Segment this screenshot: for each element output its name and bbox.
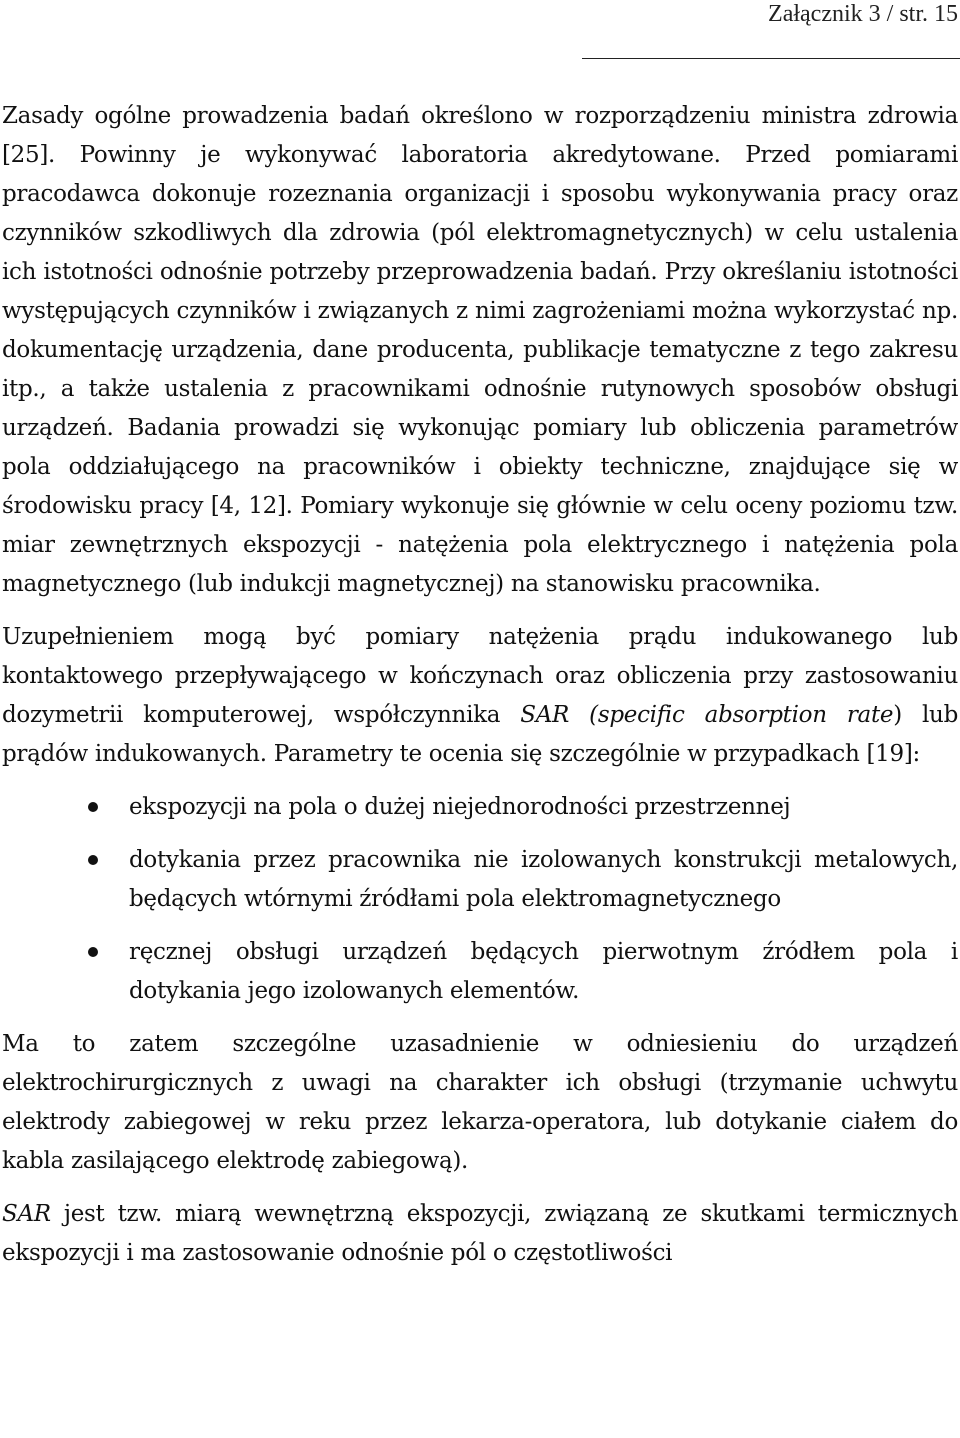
sar-term-2: SAR (2, 1201, 51, 1227)
paragraph-2-text-a: Uzupełnieniem mogą być pomiary natężenia prądu indukowanego lub kontaktowego przepływającego w kończynach oraz obliczenia przy zastosowaniu dozymetrii komputerowej, współczynnika (2, 624, 958, 728)
bullet-icon (88, 855, 98, 865)
list-item (2, 933, 958, 1011)
document-body (2, 97, 958, 1273)
paragraph-2-text-b: ) lub prądów indukowanych. Parametry te ocenia się szczególnie w przypadkach [19]: (2, 702, 958, 767)
list-item (2, 841, 958, 919)
list-item (2, 788, 958, 827)
bullet-icon (88, 947, 98, 957)
paragraph-4 (2, 1195, 958, 1273)
list-item-text: dotykania przez pracownika nie izolowanych konstrukcji metalowych, będących wtórnymi źródłami pola elektromagnetycznego (129, 847, 958, 912)
list-item-text: ekspozycji na pola o dużej niejednorodności przestrzennej (129, 794, 791, 820)
paragraph-2 (2, 618, 958, 774)
paragraph-1: Zasady ogólne prowadzenia badań określono w rozporządzeniu ministra zdrowia [25]. Powinny je wykonywać laboratoria akredytowane. Przed pomiarami pracodawca dokonuje rozeznania organizacji i sposobu wykonywania pracy oraz czynników szkodliwych dla zdrowia (pól elektromagnetycznych) w celu ustalenia ich istotności odnośnie potrzeby przeprowadzenia badań. Przy określaniu istotności występujących czynników i związanych z nimi zagrożeniami można wykorzystać np. dokumentację urządzenia, dane producenta, publikacje tematyczne z tego zakresu itp., a także ustalenia z pracownikami odnośnie rutynowych sposobów obsługi urządzeń. Badania prowadzi się wykonując pomiary lub obliczenia parametrów pola oddziałującego na pracowników i obiekty techniczne, znajdujące się w środowisku pracy [4, 12]. Pomiary wykonuje się głównie w celu oceny poziomu tzw. miar zewnętrznych ekspozycji - natężenia pola elektrycznego i natężenia pola magnetycznego (lub indukcji magnetycznej) na stanowisku pracownika. (2, 103, 958, 597)
list-item-text: ręcznej obsługi urządzeń będących pierwotnym źródłem pola i dotykania jego izolowanych elementów. (129, 939, 958, 1004)
bullet-list (2, 788, 958, 1011)
bullet-icon (88, 802, 98, 812)
paragraph-4-text: jest tzw. miarą wewnętrzną ekspozycji, związaną ze skutkami termicznych ekspozycji i ma zastosowanie odnośnie pól o częstotliwości (2, 1201, 958, 1266)
page-header: Załącznik 3 / str. 15 (768, 1, 958, 27)
header-rule (582, 58, 960, 59)
sar-term: SAR (specific absorption rate (520, 702, 894, 728)
paragraph-3: Ma to zatem szczególne uzasadnienie w odniesieniu do urządzeń elektrochirurgicznych z uwagi na charakter ich obsługi (trzymanie uchwytu elektrody zabiegowej w reku przez lekarza-operatora, lub dotykanie ciałem do kabla zasilającego elektrodę zabiegową). (2, 1031, 958, 1174)
